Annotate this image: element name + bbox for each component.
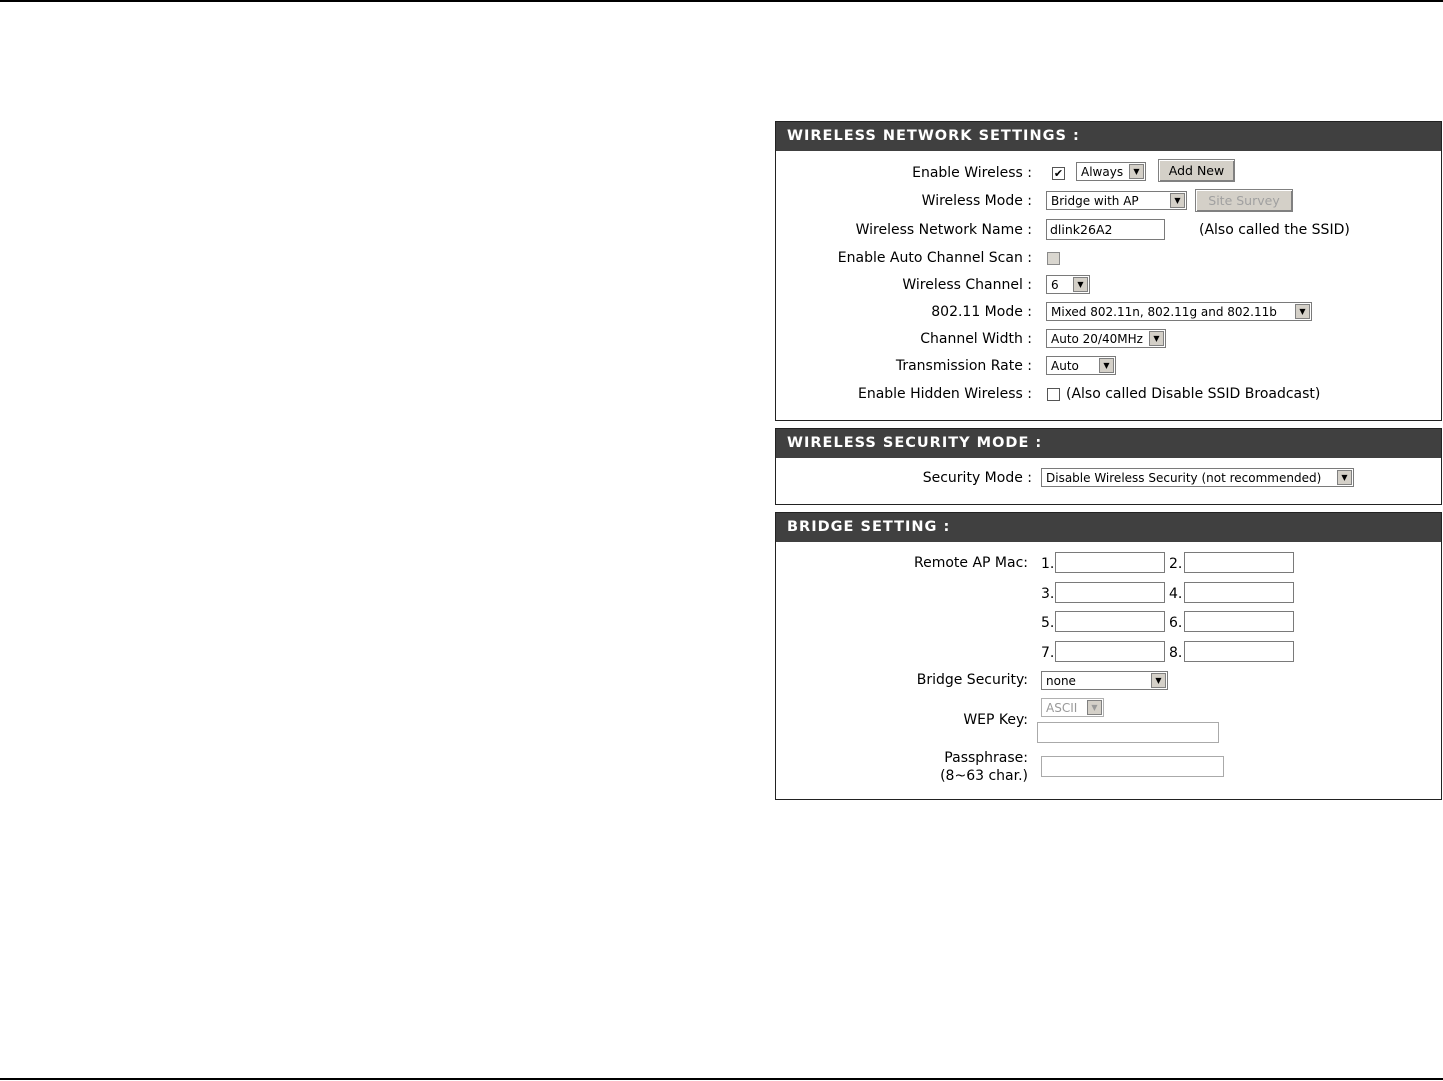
- mac-number: 3.: [1041, 586, 1055, 602]
- chevron-down-icon: ▼: [1170, 193, 1185, 208]
- mode-80211-row: [776, 301, 1441, 325]
- security-mode-value: Disable Wireless Security (not recommended): [1046, 471, 1322, 485]
- channel-width-row: [776, 328, 1441, 352]
- wireless-channel-select[interactable]: [1046, 275, 1090, 294]
- wireless-security-mode-section: [775, 428, 1442, 505]
- hidden-wireless-row: [776, 383, 1441, 407]
- site-survey-button[interactable]: Site Survey: [1195, 189, 1293, 212]
- bridge-security-select[interactable]: [1041, 671, 1168, 690]
- wireless-mode-select[interactable]: [1046, 191, 1187, 210]
- bridge-security-label: Bridge Security:: [916, 672, 1028, 688]
- wireless-channel-label: Wireless Channel :: [902, 277, 1032, 293]
- hidden-wireless-label: Enable Hidden Wireless :: [857, 386, 1032, 402]
- enable-wireless-checkbox[interactable]: [1052, 167, 1065, 180]
- security-mode-label: Security Mode :: [922, 470, 1032, 486]
- chevron-down-icon: ▼: [1129, 164, 1144, 179]
- mac-input-6[interactable]: [1184, 611, 1294, 632]
- channel-width-select[interactable]: [1046, 329, 1166, 348]
- enable-wireless-row: [776, 162, 1441, 186]
- section-title: WIRELESS SECURITY MODE :: [776, 429, 1441, 458]
- mac-number: 8.: [1169, 645, 1183, 661]
- passphrase-input[interactable]: [1041, 756, 1224, 777]
- network-name-label: Wireless Network Name :: [855, 222, 1032, 238]
- mac-number: 4.: [1169, 586, 1183, 602]
- network-name-row: [776, 219, 1441, 243]
- wireless-channel-row: [776, 274, 1441, 298]
- mac-input-8[interactable]: [1184, 641, 1294, 662]
- wireless-mode-label: Wireless Mode :: [921, 193, 1032, 209]
- chevron-down-icon: ▼: [1099, 358, 1114, 373]
- mac-number: 5.: [1041, 615, 1055, 631]
- top-rule: [0, 0, 1443, 2]
- chevron-down-icon: ▼: [1087, 700, 1102, 715]
- chevron-down-icon: ▼: [1149, 331, 1164, 346]
- transmission-rate-select[interactable]: [1046, 356, 1116, 375]
- passphrase-label: Passphrase:: [944, 750, 1028, 766]
- bottom-rule: [0, 1078, 1443, 1080]
- transmission-rate-value: Auto: [1051, 359, 1079, 373]
- hidden-wireless-checkbox[interactable]: [1047, 388, 1060, 401]
- bridge-setting-section: [775, 512, 1442, 800]
- wireless-network-settings-section: [775, 121, 1442, 421]
- ssid-note: (Also called the SSID): [1199, 222, 1350, 238]
- section-title: WIRELESS NETWORK SETTINGS :: [776, 122, 1441, 151]
- hidden-wireless-note: (Also called Disable SSID Broadcast): [1066, 386, 1321, 402]
- section-title: BRIDGE SETTING :: [776, 513, 1441, 542]
- mac-input-7[interactable]: [1055, 641, 1165, 662]
- schedule-value: Always: [1081, 165, 1124, 179]
- channel-width-label: Channel Width :: [920, 331, 1032, 347]
- chevron-down-icon: ▼: [1073, 277, 1088, 292]
- schedule-select[interactable]: [1076, 162, 1146, 181]
- mac-number: 7.: [1041, 645, 1055, 661]
- channel-width-value: Auto 20/40MHz: [1051, 332, 1143, 346]
- wireless-mode-value: Bridge with AP: [1051, 194, 1139, 208]
- mac-input-1[interactable]: [1055, 552, 1165, 573]
- enable-wireless-label: Enable Wireless :: [912, 165, 1032, 181]
- mode-80211-value: Mixed 802.11n, 802.11g and 802.11b: [1051, 305, 1277, 319]
- mac-input-3[interactable]: [1055, 582, 1165, 603]
- wep-key-input[interactable]: [1037, 722, 1219, 743]
- wep-key-label: WEP Key:: [963, 712, 1028, 728]
- security-mode-row: [776, 467, 1441, 491]
- chevron-down-icon: ▼: [1151, 673, 1166, 688]
- wireless-mode-row: [776, 190, 1441, 214]
- auto-channel-label: Enable Auto Channel Scan :: [837, 250, 1032, 266]
- chevron-down-icon: ▼: [1337, 470, 1352, 485]
- transmission-rate-label: Transmission Rate :: [895, 358, 1032, 374]
- mac-input-2[interactable]: [1184, 552, 1294, 573]
- transmission-rate-row: [776, 355, 1441, 379]
- add-new-button[interactable]: Add New: [1158, 159, 1235, 182]
- wireless-channel-value: 6: [1051, 278, 1059, 292]
- auto-channel-row: [776, 247, 1441, 271]
- passphrase-hint: (8~63 char.): [940, 768, 1028, 784]
- security-mode-select[interactable]: [1041, 468, 1354, 487]
- mac-input-4[interactable]: [1184, 582, 1294, 603]
- checkmark-icon: ✔: [1053, 167, 1064, 180]
- mac-number: 2.: [1169, 556, 1183, 572]
- mode-80211-label: 802.11 Mode :: [931, 304, 1032, 320]
- bridge-security-value: none: [1046, 674, 1076, 688]
- network-name-input[interactable]: dlink26A2: [1046, 219, 1165, 240]
- mac-input-5[interactable]: [1055, 611, 1165, 632]
- mac-number: 6.: [1169, 615, 1183, 631]
- remote-ap-mac-label: Remote AP Mac:: [913, 555, 1028, 571]
- auto-channel-checkbox[interactable]: [1047, 252, 1060, 265]
- wep-format-value: ASCII: [1046, 701, 1078, 715]
- chevron-down-icon: ▼: [1295, 304, 1310, 319]
- mac-number: 1.: [1041, 556, 1055, 572]
- mode-80211-select[interactable]: [1046, 302, 1312, 321]
- bridge-security-row: [776, 669, 1441, 693]
